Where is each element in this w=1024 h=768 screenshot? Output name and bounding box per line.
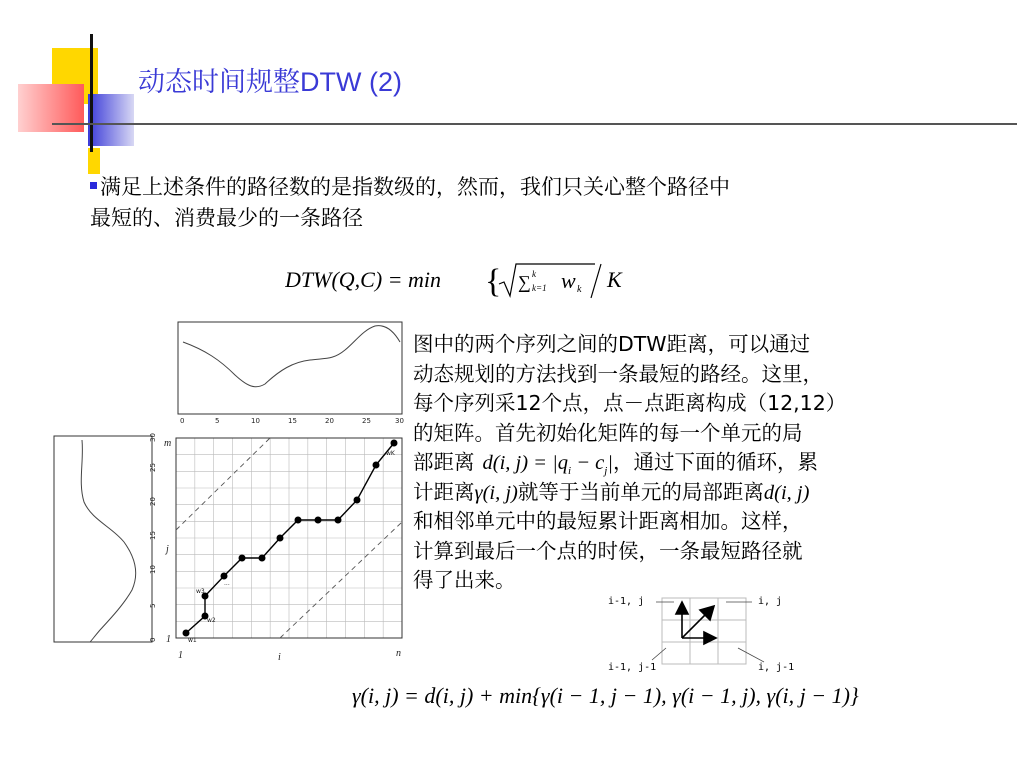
formula1-term: w	[561, 268, 576, 293]
desc-line-5	[413, 448, 983, 478]
neighbor-label-br: i, j-1	[758, 662, 795, 673]
desc-line-5-a: 部距离	[413, 450, 475, 474]
path-point	[259, 555, 266, 562]
neighbor-cells-diagram	[606, 590, 806, 674]
matrix-grid	[176, 438, 402, 638]
matrix-axis-labels	[164, 438, 401, 663]
formula1-sum-sub: k=1	[532, 283, 547, 293]
desc-line-2: 动态规划的方法找到一条最短的路经。这里，	[413, 361, 823, 386]
path-point	[239, 555, 246, 562]
left-sequence-plot	[52, 432, 167, 650]
title-cjk: 动态时间规整	[138, 67, 300, 98]
neighbor-label-tl: i-1, j	[608, 596, 645, 607]
matrix-i-label: i	[278, 652, 281, 663]
matrix-upper-band	[176, 438, 270, 530]
label-wk: wK	[386, 450, 395, 457]
bullet-line-1: 满足上述条件的路径数的是指数级的，然而，我们只关心整个路径中	[100, 175, 730, 199]
top-plot-frame	[178, 322, 402, 414]
desc-line-8: 计算到最后一个点的时侯，一条最短路径就	[413, 538, 803, 563]
bullet-marker	[90, 182, 97, 189]
neighbor-arrows	[676, 602, 716, 644]
description-paragraph	[413, 330, 983, 596]
bullet-line-2: 最短的、消费最少的一条路径	[90, 206, 363, 230]
top-tick-10: 10	[251, 417, 260, 425]
desc-line-6-a: 计距离	[413, 479, 475, 504]
top-tick-15: 15	[288, 417, 297, 425]
title-rule	[52, 123, 1017, 125]
top-tick-25: 25	[362, 417, 371, 425]
desc-line-7: 和相邻单元中的最短累计距离相加。这样，	[413, 509, 803, 533]
left-tick-15: 15	[149, 531, 157, 540]
formula1-sigma: ∑	[518, 272, 531, 292]
dtw-formula-svg	[285, 262, 645, 302]
desc-line-4: 的矩阵。首先初始化矩阵的每一个单元的局	[413, 420, 803, 445]
desc-line-1: 图中的两个序列之间的DTW距离，可以通过	[413, 332, 811, 356]
page-title	[138, 60, 402, 99]
formula1-brace: {	[485, 263, 502, 300]
left-tick-5: 5	[149, 603, 157, 608]
formula1-lhs: DTW(Q,C) = min	[285, 267, 442, 292]
left-tick-25: 25	[149, 463, 157, 472]
matrix-j-label: j	[166, 544, 169, 555]
formula1-sum-sup: k	[532, 269, 536, 279]
neighbor-label-tr: i, j	[758, 596, 783, 607]
title-latin: DTW (2)	[300, 67, 402, 97]
top-tick-20: 20	[325, 417, 334, 425]
deco-vertical-line	[90, 34, 93, 152]
top-tick-5: 5	[215, 417, 220, 425]
matrix-labels	[188, 450, 396, 644]
formula1-denominator: K	[607, 267, 622, 292]
local-distance-formula: d(i, $j) = |q_i - c_j|$	[482, 452, 613, 478]
warping-matrix	[160, 430, 410, 665]
top-tick-30: 30	[395, 417, 404, 425]
left-tick-10: 10	[149, 565, 157, 574]
desc-line-6-b: 就等于当前单元的局部距离	[517, 479, 764, 504]
path-point	[354, 497, 361, 504]
neighbor-label-bl: i-1, j-1	[608, 662, 657, 673]
matrix-y-label: m	[164, 438, 172, 449]
cumulative-distance-symbol: γ(i, j)	[474, 481, 518, 504]
desc-line-6	[413, 478, 983, 508]
dtw-formula	[285, 262, 645, 308]
matrix-x-label: n	[396, 648, 401, 659]
formula1-term-sub: k	[577, 284, 582, 295]
path-point	[277, 535, 284, 542]
path-point	[391, 440, 398, 447]
top-sequence-plot	[175, 320, 405, 425]
label-w3: w3	[196, 588, 205, 595]
label-w2: w2	[207, 617, 216, 624]
bullet-paragraph	[90, 172, 980, 234]
top-plot-ticks	[180, 417, 404, 425]
matrix-lower-band	[280, 522, 402, 638]
desc-line-9: 得了出来。	[413, 568, 516, 592]
label-dots: ...	[224, 580, 230, 587]
path-point	[315, 517, 322, 524]
label-w1: w1	[188, 637, 197, 644]
recurrence-formula: γ(i, j) = d(i, j) + min{γ(i − 1, j − 1), γ(i − 1, j), γ(i, j − 1)}	[352, 683, 859, 708]
matrix-origin-x: 1	[178, 650, 183, 661]
desc-line-5-b: ，通过下面的循环，累	[612, 450, 818, 474]
left-tick-30: 30	[149, 433, 157, 442]
matrix-origin-y: 1	[166, 634, 171, 645]
left-plot-frame	[54, 436, 152, 642]
path-point	[295, 517, 302, 524]
formula1-slash	[591, 264, 601, 298]
local-distance-symbol: d(i, j)	[763, 481, 810, 504]
neighbor-grid	[662, 598, 746, 664]
left-tick-0: 0	[149, 637, 157, 642]
left-tick-20: 20	[149, 497, 157, 506]
path-point	[183, 630, 190, 637]
top-tick-0: 0	[180, 417, 185, 425]
path-point	[221, 573, 228, 580]
path-point	[373, 462, 380, 469]
desc-line-3: 每个序列采12个点，点－点距离构成（12,12）	[413, 391, 847, 415]
path-point	[335, 517, 342, 524]
deco-blue-square	[88, 94, 134, 146]
